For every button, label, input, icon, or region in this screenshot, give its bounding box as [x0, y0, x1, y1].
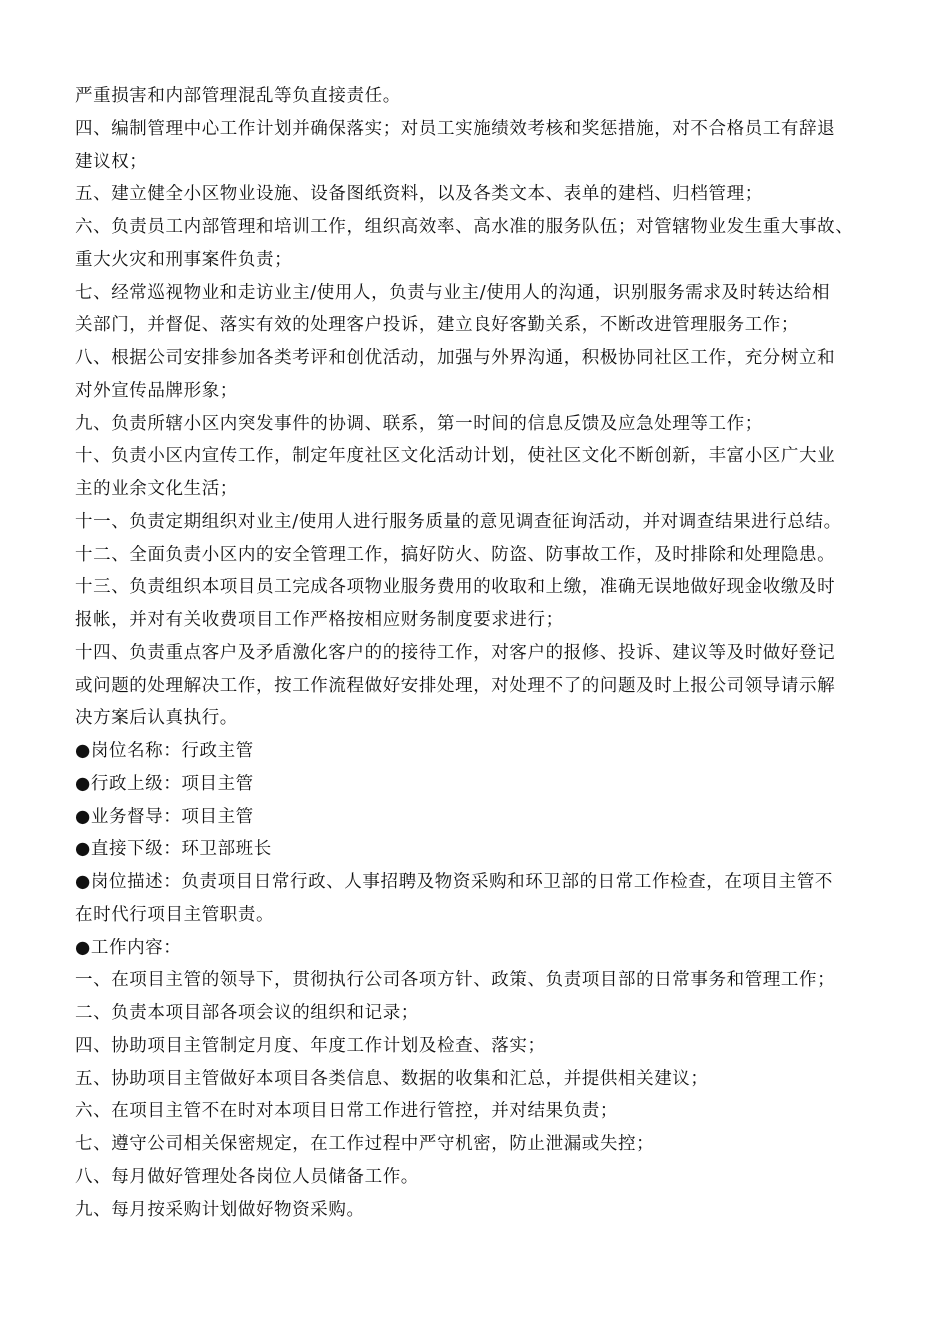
text-line: 五、协助项目主管做好本项目各类信息、数据的收集和汇总，并提供相关建议；: [75, 1068, 709, 1089]
text-line: 二、负责本项目部各项会议的组织和记录；: [75, 1003, 419, 1023]
text-line: 七、经常巡视物业和走访业主/使用人，负责与业主/使用人的沟通，识别服务需求及时转达给相: [75, 282, 831, 303]
text-line: 四、编制管理中心工作计划并确保落实；对员工实施绩效考核和奖惩措施，对不合格员工有辞退: [75, 118, 836, 139]
text-line: 十四、负责重点客户及矛盾激化客户的的接待工作，对客户的报修、投诉、建议等及时做好登记: [75, 642, 836, 663]
text-line: 建议权；: [75, 151, 148, 172]
text-line: 六、在项目主管不在时对本项目日常工作进行管控，并对结果负责；: [75, 1101, 618, 1122]
text-line: 十、负责小区内宣传工作，制定年度社区文化活动计划，使社区文化不断创新，丰富小区广大业: [75, 446, 836, 467]
text-line: 报帐，并对有关收费项目工作严格按相应财务制度要求进行；: [75, 610, 564, 630]
text-line: 重大火灾和刑事案件负责；: [75, 249, 293, 270]
text-line: 严重损害和内部管理混乱等负直接责任。: [75, 86, 401, 106]
bullet-line-position-description: ●岗位描述：负责项目日常行政、人事招聘及物资采购和环卫部的日常工作检查，在项目主管不: [75, 872, 833, 892]
text-line: 四、协助项目主管制定月度、年度工作计划及检查、落实；: [75, 1035, 546, 1056]
text-line: 对外宣传品牌形象；: [75, 380, 238, 401]
text-line: 在时代行项目主管职责。: [75, 904, 275, 925]
text-line: 关部门，并督促、落实有效的处理客户投诉，建立良好客勤关系，不断改进管理服务工作；: [75, 315, 799, 336]
text-line: 十三、负责组织本项目员工完成各项物业服务费用的收取和上缴，准确无误地做好现金收缴及时: [75, 577, 836, 598]
text-line: 五、建立健全小区物业设施、设备图纸资料，以及各类文本、表单的建档、归档管理；: [75, 184, 763, 205]
bullet-line-position-name: ●岗位名称：行政主管: [75, 741, 254, 761]
text-line: 一、在项目主管的领导下，贯彻执行公司各项方针、政策、负责项目部的日常事务和管理工作；: [75, 970, 836, 991]
text-line: 或问题的处理解决工作，按工作流程做好安排处理，对处理不了的问题及时上报公司领导请示解: [75, 675, 836, 696]
bullet-line-admin-superior: ●行政上级：项目主管: [75, 773, 254, 794]
text-line: 主的业余文化生活；: [75, 479, 238, 499]
bullet-line-work-content: ●工作内容：: [75, 937, 182, 958]
bullet-line-direct-subordinate: ●直接下级：环卫部班长: [75, 839, 272, 860]
text-line: 九、负责所辖小区内突发事件的协调、联系，第一时间的信息反馈及应急处理等工作；: [75, 413, 763, 434]
text-line: 决方案后认真执行。: [75, 708, 238, 729]
text-line: 十二、全面负责小区内的安全管理工作，搞好防火、防盗、防事故工作，及时排除和处理隐患。: [75, 544, 836, 565]
text-line: 六、负责员工内部管理和培训工作，组织高效率、高水准的服务队伍；对管辖物业发生重大事故、: [75, 217, 854, 237]
text-line: 八、每月做好管理处各岗位人员储备工作。: [75, 1166, 419, 1187]
text-line: 七、遵守公司相关保密规定，在工作过程中严守机密，防止泄漏或失控；: [75, 1134, 655, 1154]
text-line: 八、根据公司安排参加各类考评和创优活动，加强与外界沟通，积极协同社区工作，充分树立和: [75, 348, 836, 368]
document-page: [75, 80, 895, 1226]
text-line: 十一、负责定期组织对业主/使用人进行服务质量的意见调查征询活动，并对调查结果进行总结。: [75, 511, 842, 532]
bullet-line-business-supervisor: ●业务督导：项目主管: [75, 806, 254, 827]
text-line: 九、每月按采购计划做好物资采购。: [75, 1199, 365, 1220]
